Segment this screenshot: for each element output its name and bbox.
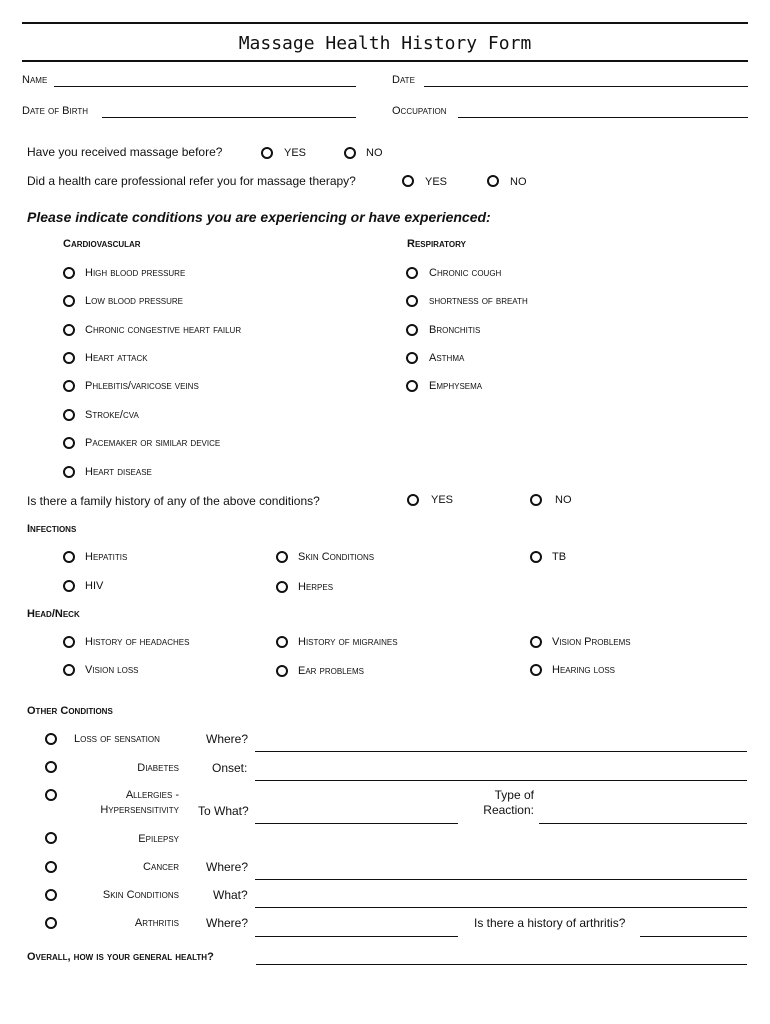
loss-sensation-where-label: Where? (206, 732, 249, 746)
cardio-item-0: High blood pressure (85, 267, 186, 279)
head-radio-2[interactable] (530, 636, 542, 648)
cancer-radio[interactable] (45, 861, 57, 873)
skin-conditions-what-label: What? (213, 888, 248, 902)
skin-conditions-what-field[interactable] (255, 907, 747, 908)
diabetes-radio[interactable] (45, 761, 57, 773)
head-item-4: Ear problems (298, 665, 364, 677)
cardio-radio-6[interactable] (63, 437, 75, 449)
cardio-radio-7[interactable] (63, 466, 75, 478)
received-before-question: Have you received massage before? (27, 145, 223, 159)
head-radio-3[interactable] (63, 664, 75, 676)
infection-radio-2[interactable] (530, 551, 542, 563)
received-no-radio[interactable] (344, 147, 356, 159)
diabetes-onset-field[interactable] (255, 780, 747, 781)
date-label: Date (392, 74, 415, 86)
loss-sensation-where-field[interactable] (255, 751, 747, 752)
received-yes-radio[interactable] (261, 147, 273, 159)
cardio-radio-2[interactable] (63, 324, 75, 336)
resp-item-2: Bronchitis (429, 324, 481, 336)
referred-yes-radio[interactable] (402, 175, 414, 187)
head-item-1: History of migraines (298, 636, 398, 648)
cardio-item-4: Phlebitis/varicose veins (85, 380, 199, 392)
diabetes-label: Diabetes (137, 762, 179, 774)
conditions-heading: Please indicate conditions you are experiencing or have experienced: (27, 209, 491, 225)
infection-item-0: Hepatitis (85, 551, 128, 563)
infection-radio-0[interactable] (63, 551, 75, 563)
other-conditions-title: Other Conditions (27, 705, 113, 717)
occupation-field[interactable] (458, 117, 748, 118)
family-yes-label: YES (431, 494, 454, 506)
head-radio-1[interactable] (276, 636, 288, 648)
infections-title: Infections (27, 523, 77, 535)
cardio-item-6: Pacemaker or similar device (85, 437, 221, 449)
cardio-item-7: Heart disease (85, 466, 152, 478)
epilepsy-label: Epilepsy (138, 833, 179, 845)
cardio-radio-5[interactable] (63, 409, 75, 421)
resp-radio-4[interactable] (406, 380, 418, 392)
reaction-field[interactable] (539, 823, 747, 824)
arthritis-where-label: Where? (206, 916, 249, 930)
arthritis-where-field[interactable] (255, 936, 458, 937)
allergies-radio[interactable] (45, 789, 57, 801)
head-neck-title: Head/Neck (27, 608, 80, 620)
infection-item-1: Skin Conditions (298, 551, 375, 563)
title-bottom-rule (22, 60, 748, 62)
cardio-item-3: Heart attack (85, 352, 148, 364)
diabetes-onset-label: Onset: (212, 761, 248, 775)
received-no-label: NO (366, 147, 383, 159)
allergies-to-what-field[interactable] (255, 823, 458, 824)
reaction-label: Reaction: (483, 803, 534, 817)
cancer-where-field[interactable] (255, 879, 747, 880)
overall-health-field[interactable] (256, 964, 747, 965)
respiratory-title: Respiratory (407, 238, 466, 250)
arthritis-history-field[interactable] (640, 936, 747, 937)
family-no-label: NO (555, 494, 572, 506)
cardio-radio-4[interactable] (63, 380, 75, 392)
head-radio-5[interactable] (530, 664, 542, 676)
resp-radio-0[interactable] (406, 267, 418, 279)
cardiovascular-title: Cardiovascular (63, 238, 141, 250)
referred-no-radio[interactable] (487, 175, 499, 187)
dob-label: Date of Birth (22, 105, 88, 117)
received-yes-label: YES (284, 147, 307, 159)
head-radio-0[interactable] (63, 636, 75, 648)
type-of-label: Type of (494, 788, 534, 802)
overall-health-label: Overall, how is your general health? (27, 951, 214, 963)
resp-item-0: Chronic cough (429, 267, 502, 279)
allergies-label-2: Hypersensitivity (100, 804, 179, 816)
referred-yes-label: YES (425, 176, 448, 188)
cancer-where-label: Where? (206, 860, 249, 874)
cardio-item-1: Low blood pressure (85, 295, 184, 307)
cardio-item-2: Chronic congestive heart failur (85, 324, 242, 336)
infection-radio-1[interactable] (276, 551, 288, 563)
resp-item-3: Asthma (429, 352, 465, 364)
epilepsy-radio[interactable] (45, 832, 57, 844)
date-field[interactable] (424, 86, 748, 87)
cardio-item-5: Stroke/cva (85, 409, 139, 421)
arthritis-radio[interactable] (45, 917, 57, 929)
arthritis-label: Arthritis (134, 917, 179, 929)
allergies-label-1: Allergies - (125, 789, 179, 801)
family-yes-radio[interactable] (407, 494, 419, 506)
name-field[interactable] (54, 86, 356, 87)
dob-field[interactable] (102, 117, 356, 118)
cardio-radio-1[interactable] (63, 295, 75, 307)
resp-item-1: shortness of breath (429, 295, 528, 307)
resp-radio-2[interactable] (406, 324, 418, 336)
referred-no-label: NO (510, 176, 527, 188)
skin-conditions-radio[interactable] (45, 889, 57, 901)
page-title: Massage Health History Form (238, 33, 532, 54)
loss-sensation-label: Loss of sensation (74, 733, 160, 745)
infection-item-4: Herpes (298, 581, 334, 593)
head-item-5: Hearing loss (552, 664, 616, 676)
occupation-label: Occupation (392, 105, 447, 117)
skin-conditions-label: Skin Conditions (102, 889, 179, 901)
family-no-radio[interactable] (530, 494, 542, 506)
top-rule (22, 22, 748, 24)
infection-item-2: TB (552, 551, 567, 563)
head-radio-4[interactable] (276, 665, 288, 677)
resp-item-4: Emphysema (429, 380, 483, 392)
name-label: Name (22, 74, 48, 86)
head-item-2: Vision Problems (552, 636, 631, 648)
head-item-3: Vision loss (85, 664, 139, 676)
resp-radio-1[interactable] (406, 295, 418, 307)
cardio-radio-0[interactable] (63, 267, 75, 279)
infection-radio-3[interactable] (63, 580, 75, 592)
head-item-0: History of headaches (85, 636, 190, 648)
cardio-radio-3[interactable] (63, 352, 75, 364)
cancer-label: Cancer (143, 861, 179, 873)
referred-question: Did a health care professional refer you for massage therapy? (27, 174, 356, 188)
loss-sensation-radio[interactable] (45, 733, 57, 745)
infection-radio-4[interactable] (276, 581, 288, 593)
allergies-to-what-label: To What? (198, 804, 249, 818)
arthritis-history-question: Is there a history of arthritis? (474, 916, 626, 930)
resp-radio-3[interactable] (406, 352, 418, 364)
family-history-question: Is there a family history of any of the above conditions? (27, 494, 320, 508)
infection-item-3: HIV (85, 580, 104, 592)
